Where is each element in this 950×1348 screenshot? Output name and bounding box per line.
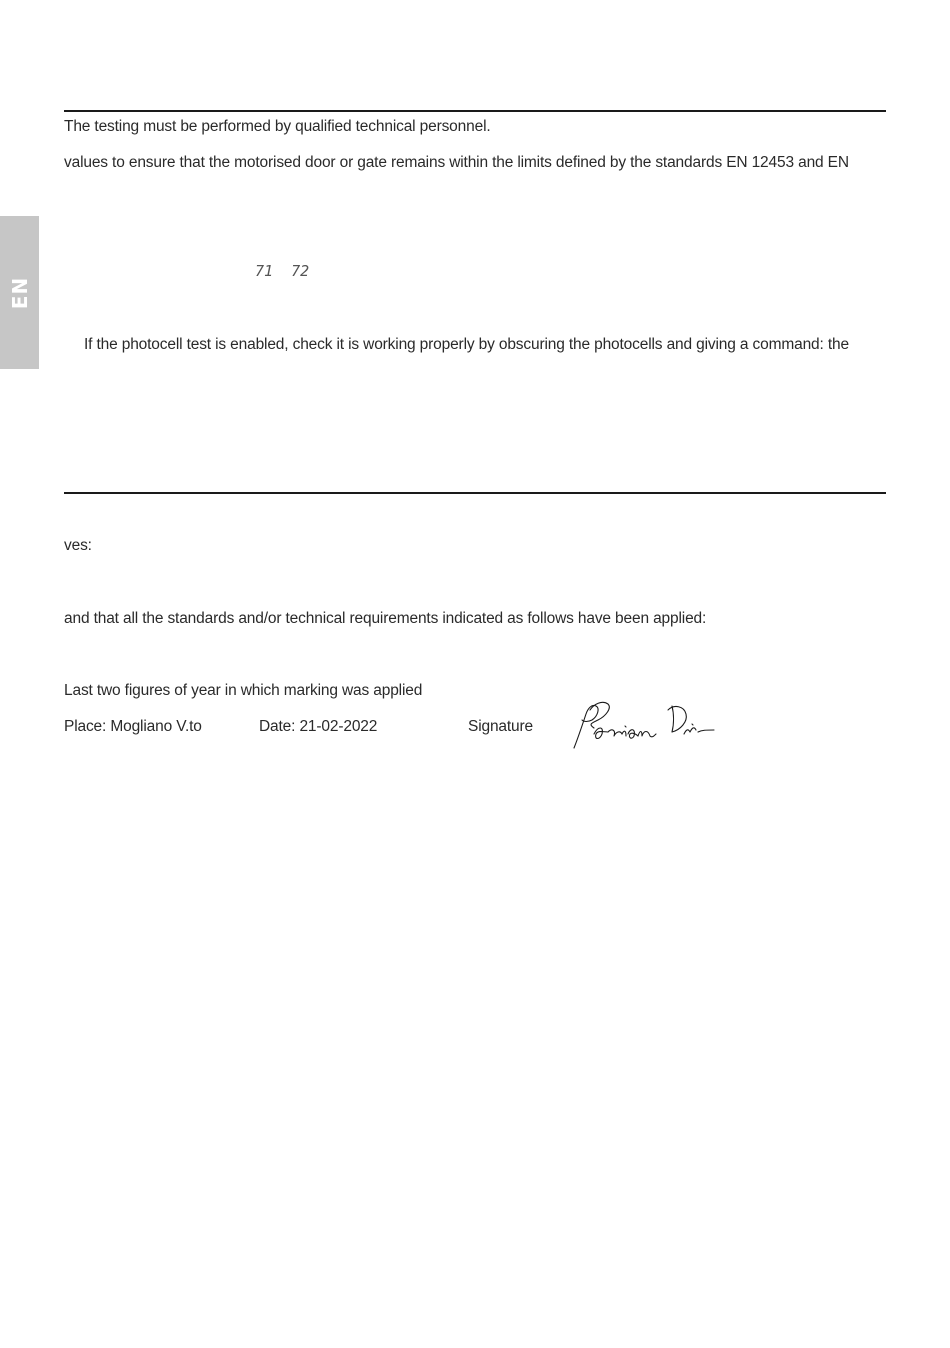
handwritten-signature	[568, 700, 720, 752]
photocell-test-text: If the photocell test is enabled, check it is working properly by obscuring the photocells and giving a command: the	[84, 336, 849, 353]
standards-applied-text: and that all the standards and/or technical requirements indicated as follows have been applied:	[64, 610, 707, 627]
standards-limits-text: values to ensure that the motorised door or gate remains within the limits defined by the standards EN 12453 and EN	[64, 154, 849, 171]
section-divider-top	[64, 110, 886, 112]
declaration-fragment: ves:	[64, 537, 92, 554]
language-tab-label: EN	[7, 276, 32, 309]
display-code-72: 72	[291, 262, 310, 280]
marking-year-text: Last two figures of year in which marking was applied	[64, 682, 423, 699]
display-code-71: 71	[255, 262, 274, 280]
date-field: Date: 21-02-2022	[259, 718, 378, 735]
qualified-personnel-text: The testing must be performed by qualified technical personnel.	[64, 118, 491, 135]
signature-label: Signature	[468, 718, 534, 735]
language-tab	[0, 216, 39, 369]
place-field: Place: Mogliano V.to	[64, 718, 202, 735]
section-divider-bottom	[64, 492, 886, 494]
display-codes	[255, 262, 309, 280]
